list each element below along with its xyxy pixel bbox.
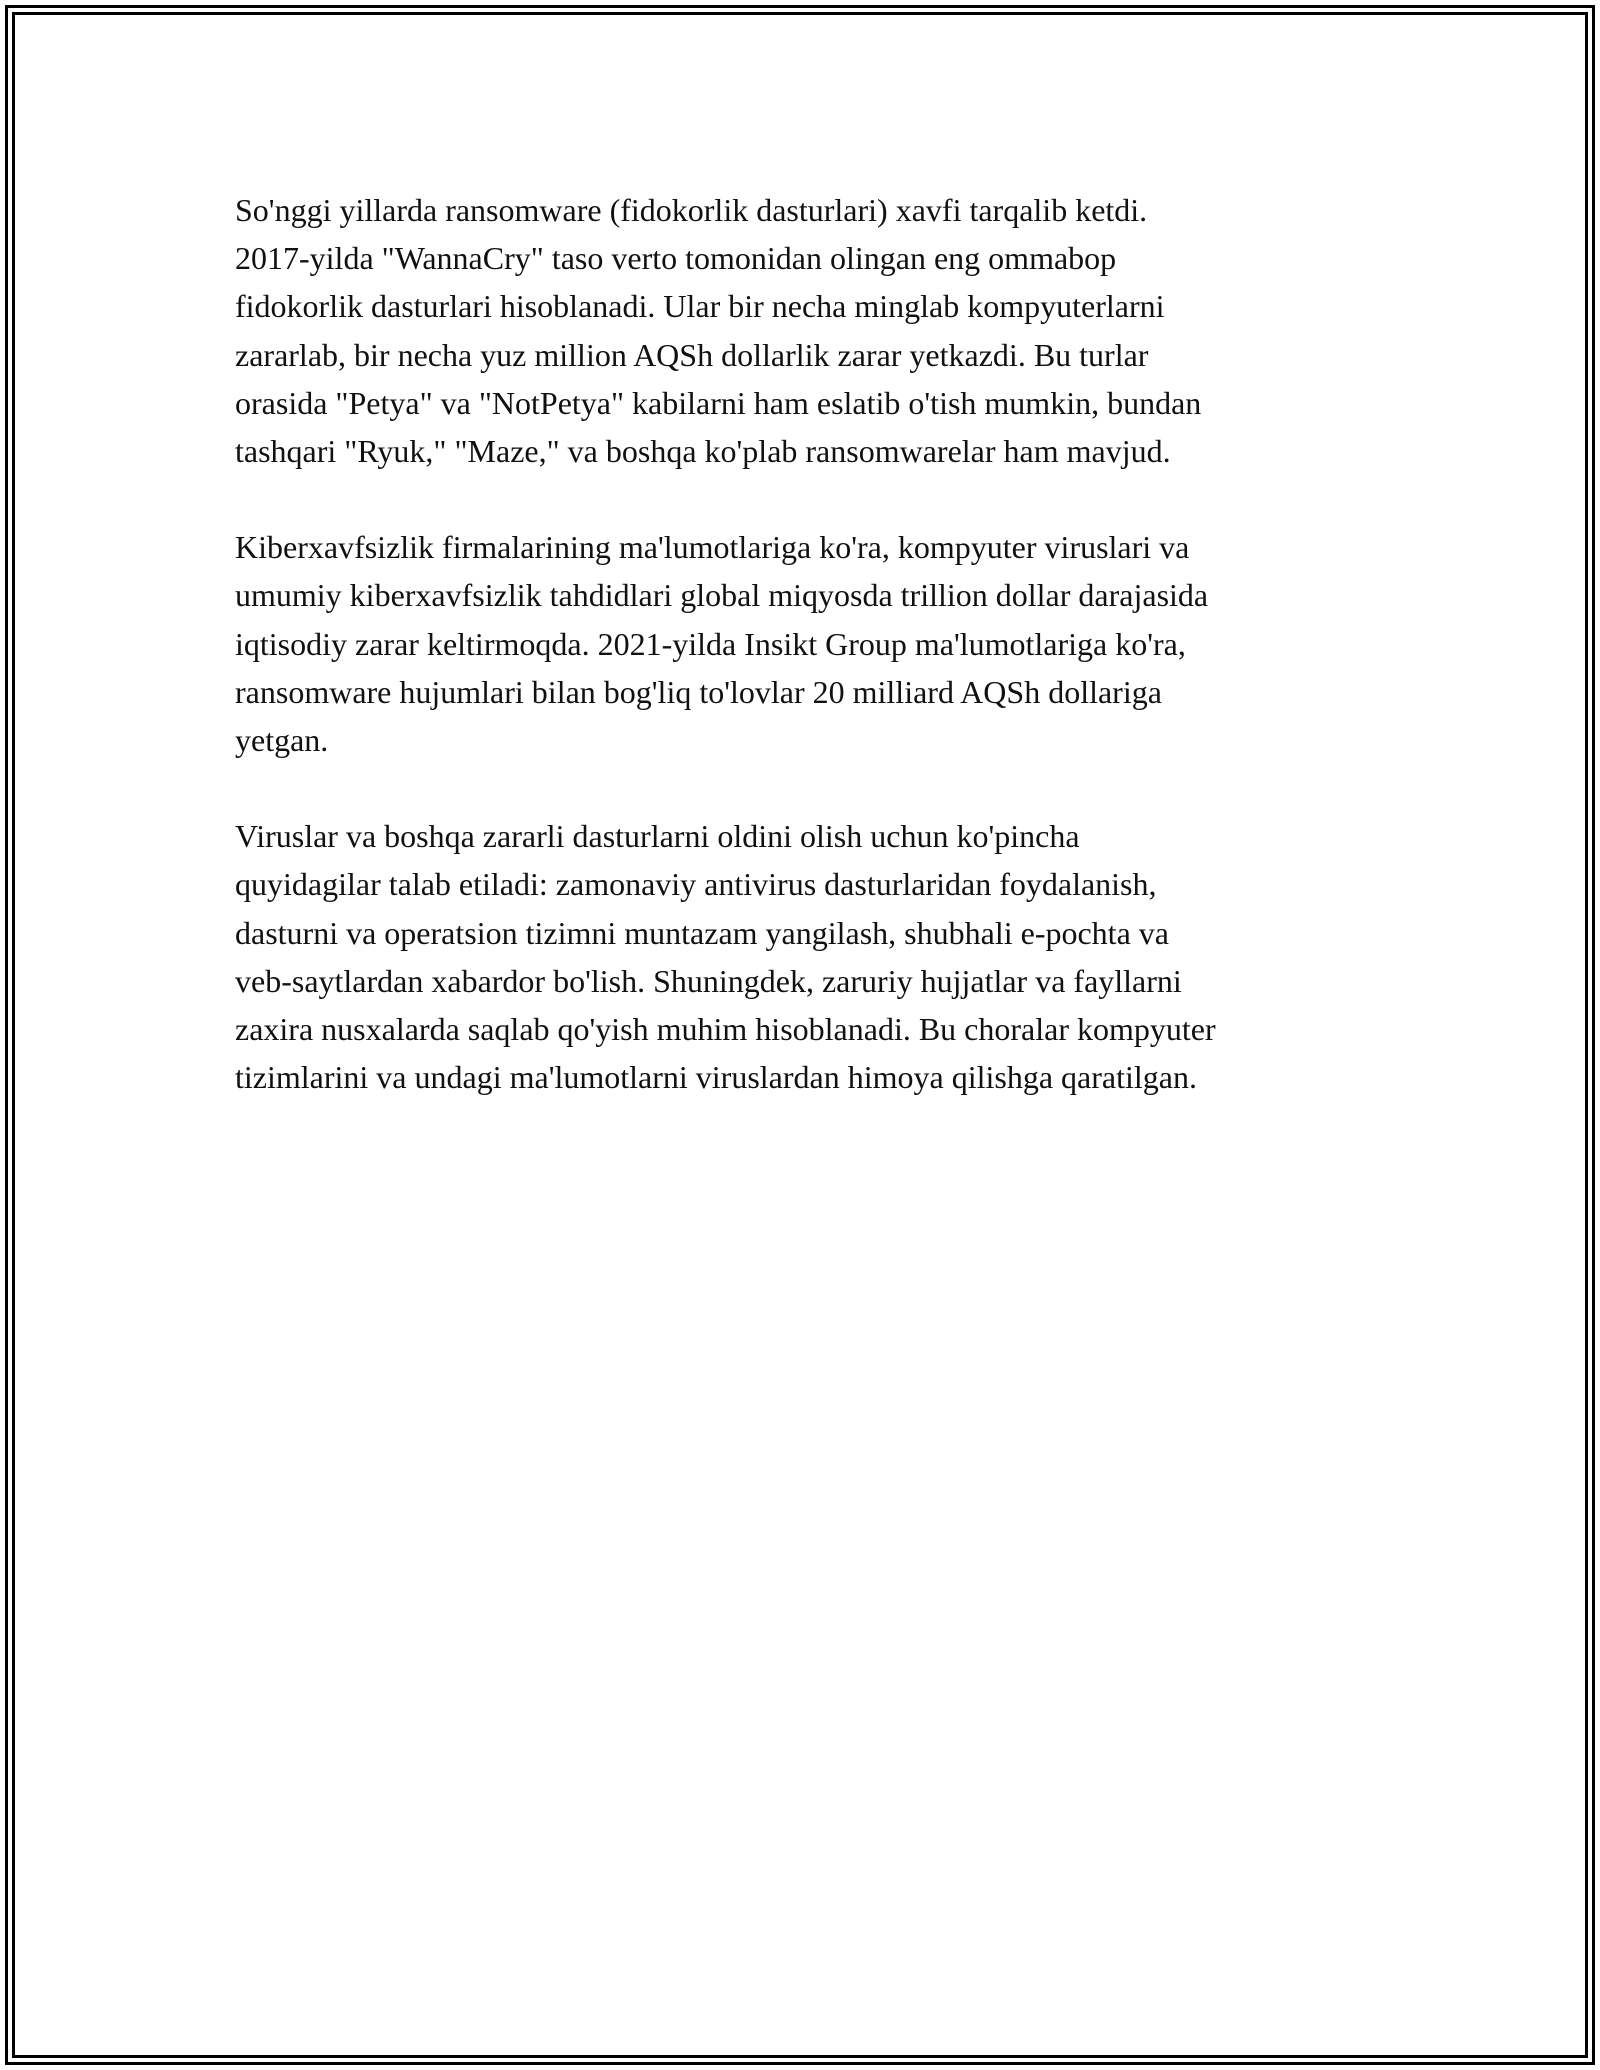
text-line: So'nggi yillarda ransomware (fidokorlik dasturlari) xavfi tarqalib ketdi.: [235, 192, 1148, 228]
text-line: veb-saytlardan xabardor bo'lish. Shuningdek, zaruriy hujjatlar va fayllarni: [235, 962, 1182, 999]
text-line: umumiy kiberxavfsizlik tahdidlari global miqyosda trillion dollar darajasida: [235, 577, 1209, 614]
text-line: quyidagilar talab etiladi: zamonaviy antivirus dasturlaridan foydalanish,: [235, 866, 1157, 903]
text-line: 2017-yilda "WannaCry" taso verto tomonidan olingan eng ommabop: [235, 240, 1117, 277]
text-line: zaxira nusxalarda saqlab qo'yish muhim hisoblanadi. Bu choralar kompyuter: [235, 1011, 1216, 1048]
text-line: Viruslar va boshqa zararli dasturlarni oldini olish uchun ko'pincha: [235, 818, 1080, 855]
text-line: orasida "Petya" va "NotPetya" kabilarni ham eslatib o'tish mumkin, bundan: [235, 384, 1202, 421]
text-line: dasturni va operatsion tizimni muntazam yangilash, shubhali e-pochta va: [235, 914, 1169, 951]
text-line: yetgan.: [235, 722, 329, 759]
text-line: iqtisodiy zarar keltirmoqda. 2021-yilda Insikt Group ma'lumotlariga ko'ra,: [235, 625, 1186, 662]
text-line: zararlab, bir necha yuz million AQSh dollarlik zarar yetkazdi. Bu turlar: [235, 336, 1149, 373]
text-line: Kiberxavfsizlik firmalarining ma'lumotlariga ko'ra, kompyuter viruslari va: [235, 529, 1190, 566]
paragraph-ransomware: [235, 186, 1395, 475]
text-line: fidokorlik dasturlari hisoblanadi. Ular bir necha minglab kompyuterlarni: [235, 288, 1165, 325]
paragraph-economic-damage: [235, 523, 1395, 764]
paragraph-prevention: [235, 812, 1395, 1101]
document-body: [235, 186, 1395, 1149]
text-line: ransomware hujumlari bilan bog'liq to'lovlar 20 milliard AQSh dollariga: [235, 673, 1162, 710]
text-line: tashqari "Ryuk," "Maze," va boshqa ko'plab ransomwarelar ham mavjud.: [235, 433, 1171, 470]
text-line: tizimlarini va undagi ma'lumotlarni viruslardan himoya qilishga qaratilgan.: [235, 1059, 1197, 1096]
